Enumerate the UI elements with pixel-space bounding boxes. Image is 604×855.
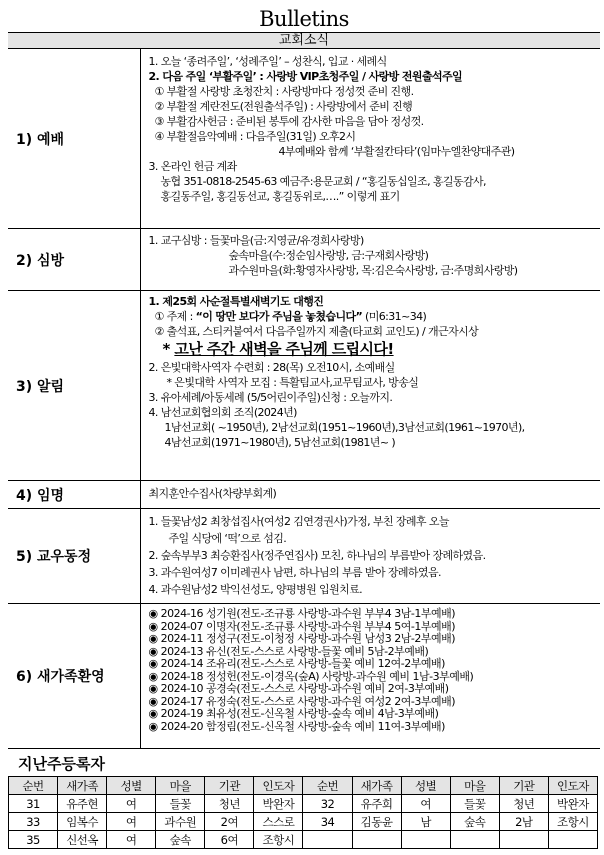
section-notice	[8, 291, 600, 481]
table-cell: 청년	[499, 795, 548, 813]
table-cell: 34	[303, 813, 352, 831]
table-cell: 유주희	[352, 795, 401, 813]
list-item: 4. 남선교회협의회 조직(2024년)	[148, 406, 297, 419]
section-new-family	[8, 604, 600, 749]
column-header: 기관	[205, 777, 254, 795]
list-item: 2. 다음 주일 ‘부활주일’ : 사랑방 VIP초청주일 / 사랑방 전원출석주일	[148, 70, 463, 83]
column-header: 마을	[450, 777, 499, 795]
table-cell: 스스로	[254, 813, 303, 831]
table-cell: 여	[107, 795, 156, 813]
table-cell	[352, 831, 401, 849]
page-title: Bulletins	[259, 7, 349, 31]
list-item: 주일 식당에 ‘떡’으로 섬김.	[168, 532, 287, 545]
registrants-table	[8, 776, 598, 849]
list-item: ◉ 2024-13 유신(전도-스스로 사랑방-들꽃 예비 5남-2부예배)	[148, 644, 429, 658]
column-header: 마을	[156, 777, 205, 795]
table-cell: 청년	[205, 795, 254, 813]
list-item: ◉ 2024-19 최유성(전도-신옥철 사랑방-숲속 예비 4남-3부예배)	[148, 707, 439, 720]
section-worship	[8, 49, 600, 229]
table-cell: 임복수	[58, 813, 107, 831]
table-cell	[499, 831, 548, 849]
section-members-news	[8, 509, 600, 604]
section-visit	[8, 229, 600, 291]
column-header: 기관	[499, 777, 548, 795]
list-item: ◉ 2024-20 함정림(전도-신옥철 사랑방-숲속 예비 11여-3부예배)	[148, 719, 445, 733]
star-mark: *	[162, 340, 175, 358]
section-header: 교회소식	[8, 33, 600, 49]
list-item: ◉ 2024-10 공경숙(전도-스스로 사랑방-과수원 예비 2여-3부예배)	[148, 682, 449, 695]
highlight-message	[149, 339, 597, 360]
table-cell	[548, 831, 597, 849]
column-header: 순번	[9, 777, 58, 795]
section-label: 6) 새가족환영	[8, 604, 140, 749]
list-item: 2. 은빛대학사역자 수련회 : 28(목) 오전10시, 소예배실	[148, 361, 395, 374]
list-item: ◉ 2024-18 정성헌(전도-이경옥(숲A) 사랑방-과수원 예비 1남-3부예배)	[148, 669, 474, 683]
list-item: 1남선교회( ~1950년), 2남선교회(1951~1960년),3남선교회(1961~1970년),	[164, 421, 525, 434]
section-label: 3) 알림	[8, 291, 140, 481]
column-header: 인도자	[254, 777, 303, 795]
table-cell	[450, 831, 499, 849]
table-cell: 여	[107, 813, 156, 831]
list-item: 3. 온라인 헌금 계좌	[148, 160, 237, 173]
column-header: 새가족	[352, 777, 401, 795]
table-cell: 과수원	[156, 813, 205, 831]
list-item: 1. 제25회 사순절특별새벽기도 대행진	[148, 295, 324, 308]
table-cell: 숲속	[450, 813, 499, 831]
list-item: ① 부활절 사랑방 초청잔치 : 사랑방마다 정성껏 준비 진행.	[154, 85, 414, 98]
list-item: 1. 오늘 ‘종려주일’, ‘성례주일’ – 성찬식, 입교 · 세례식	[148, 55, 387, 68]
header-row	[9, 777, 598, 795]
list-item: ② 출석표, 스티커붙여서 다음주일까지 제출(타교회 교인도) / 개근자시상	[154, 325, 479, 338]
list-item: ◉ 2024-11 정성구(전도-이청정 사랑방-과수원 남성3 2남-2부예배)	[148, 632, 456, 645]
table-cell: 남	[401, 813, 450, 831]
table-cell: 박완자	[254, 795, 303, 813]
section-label: 1) 예배	[8, 49, 140, 229]
table-row	[9, 813, 598, 831]
highlight-text: 고난 주간 새벽을 주님께 드립시다!	[174, 340, 394, 358]
list-item: 4남선교회(1971~1980년), 5남선교회(1981년~ )	[164, 436, 396, 449]
list-item: ② 부활절 계란전도(전원출석주일) : 사랑방에서 준비 진행	[154, 100, 413, 113]
table-cell: 32	[303, 795, 352, 813]
section-appointment	[8, 481, 600, 509]
table-cell: 6여	[205, 831, 254, 849]
theme-text: “이 땅만 보다가 주님을 놓쳤습니다”	[195, 310, 363, 323]
list-item: 숲속마을(수:정순임사랑방, 금:구재회사랑방)	[228, 249, 429, 262]
table-cell	[401, 831, 450, 849]
column-header: 새가족	[58, 777, 107, 795]
section-label: 4) 임명	[8, 481, 140, 509]
list-item	[149, 309, 597, 324]
column-header: 성별	[401, 777, 450, 795]
table-cell: 31	[9, 795, 58, 813]
list-item: 2. 숲속부부3 최승환집사(정주연집사) 모친, 하나님의 부름받아 장례하였음.	[148, 549, 486, 562]
list-item: ◉ 2024-16 성기원(전도-조규룡 사랑방-과수원 부부4 3남-1부예배)	[148, 607, 456, 620]
table-cell: 여	[107, 831, 156, 849]
table-cell: 조항시	[254, 831, 303, 849]
list-item: * 은빛대학 사역자 모집 : 특활팀교사,교무팀교사, 방송실	[166, 376, 419, 389]
table-cell: 김동윤	[352, 813, 401, 831]
list-item: ④ 부활절음악예배 : 다음주일(31일) 오후2시	[154, 130, 356, 143]
column-header: 순번	[303, 777, 352, 795]
table-cell: 신선옥	[58, 831, 107, 849]
section-label: 2) 심방	[8, 229, 140, 291]
verse-ref: (미6:31~34)	[362, 310, 427, 323]
table-cell	[303, 831, 352, 849]
table-cell: 들꽃	[156, 795, 205, 813]
list-item: 홍길동주일, 홍길동선교, 홍길동위로,….” 이렇게 표기	[160, 190, 400, 203]
table-cell: 유주현	[58, 795, 107, 813]
table-cell: 박완자	[548, 795, 597, 813]
table-cell: 35	[9, 831, 58, 849]
table-cell: 33	[9, 813, 58, 831]
list-item: ③ 부활감사헌금 : 준비된 봉투에 감사한 마음을 담아 정성껏.	[154, 115, 424, 128]
section-label: 5) 교우동정	[8, 509, 140, 604]
table-cell: 숲속	[156, 831, 205, 849]
list-item: 4부예배와 함께 ‘부활절칸타타’(임마누엘찬양대주관)	[278, 145, 515, 158]
registrants-title: 지난주등록자	[18, 755, 105, 773]
list-item: 3. 과수원여성7 이미례권사 남편, 하나님의 부름 받아 장례하였음.	[148, 566, 441, 579]
list-item: 농협 351-0818-2545-63 예금주:용문교회 / “홍길동십일조, 홍길동감사,	[160, 175, 486, 188]
list-item: ◉ 2024-14 조유리(전도-스스로 사랑방-들꽃 예비 12여-2부예배)	[148, 657, 445, 670]
list-item: 과수원마을(화:황영자사랑방, 목:김은숙사랑방, 금:주명희사랑방)	[228, 264, 518, 277]
list-item: 1. 들꽃남성2 최창섭집사(여성2 김연경권사)가정, 부친 장례후 오늘	[148, 515, 449, 528]
table-cell: 조항시	[548, 813, 597, 831]
church-news-table	[8, 32, 600, 749]
column-header: 성별	[107, 777, 156, 795]
table-cell: 2남	[499, 813, 548, 831]
list-item: ◉ 2024-07 이명자(전도-조규룡 사랑방-과수원 부부4 5여-1부예배)	[148, 619, 456, 633]
list-item: 3. 유아세례/아동세례 (5/5어린이주일)신청 : 오늘까지.	[148, 391, 393, 404]
list-item: 최지훈안수집사(차량부회계)	[148, 487, 277, 500]
table-row	[9, 795, 598, 813]
theme-label: ① 주제 :	[154, 310, 196, 323]
column-header: 인도자	[548, 777, 597, 795]
table-row	[9, 831, 598, 849]
table-cell: 2여	[205, 813, 254, 831]
list-item: 1. 교구심방 : 들꽃마을(금:지영균/유경희사랑방)	[148, 234, 364, 247]
table-cell: 여	[401, 795, 450, 813]
table-cell: 들꽃	[450, 795, 499, 813]
list-item: ◉ 2024-17 유정숙(전도-스스로 사랑방-과수원 여성2 2여-3부예배)	[148, 694, 456, 708]
list-item: 4. 과수원남성2 박익선성도, 양평병원 입원치료.	[148, 583, 363, 596]
